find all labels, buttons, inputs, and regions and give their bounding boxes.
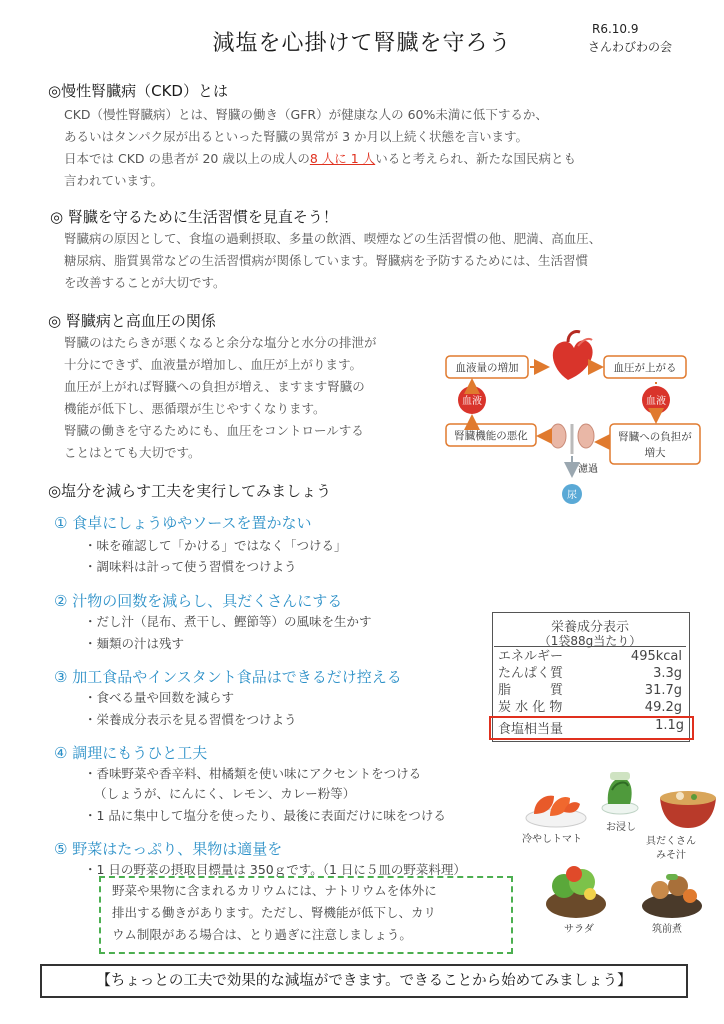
bp-line-1: 腎臓のはたらきが悪くなると余分な塩分と水分の排泄が <box>64 335 377 350</box>
box-bp-up-label: 血圧が上がる <box>613 362 677 374</box>
note-line-3: ウム制限がある場合は、とり過ぎに注意しましょう。 <box>112 927 412 942</box>
ckd-line-1: CKD（慢性腎臓病）とは、腎臓の働き（GFR）が健康な人の 60%未満に低下するか、 <box>64 107 548 122</box>
food-illustrations <box>520 764 720 954</box>
caption-miso-1: 具だくさん <box>646 836 696 847</box>
nutrient-label: エネルギー <box>498 649 564 664</box>
bp-line-4: 機能が低下し、悪循環が生じやすくなります。 <box>64 401 326 416</box>
nutrition-title: 栄養成分表示 <box>550 620 629 635</box>
ckd-line-3 <box>64 148 704 170</box>
tip-2-title: ② 汁物の回数を減らし、具だくさんにする <box>54 592 343 610</box>
ckd-highlight-ratio: 8 人に 1 人 <box>309 151 376 166</box>
tip-5-title: ⑤ 野菜はたっぷり、果物は適量を <box>54 840 283 858</box>
bp-line-5: 腎臓の働きを守るためにも、血圧をコントロールする <box>64 423 364 438</box>
bp-line-3: 血圧が上がれば腎臓への負担が増え、ますます腎臓の <box>64 379 365 394</box>
miso-soup-bowl-icon <box>660 791 716 828</box>
nutrition-row <box>494 648 686 665</box>
ckd-line-3-pre: 日本では CKD の患者が 20 歳以上の成人の <box>64 151 310 166</box>
nutrient-value: 31.7g <box>644 683 682 698</box>
bp-line-2: 十分にできず、血液量が増加し、血圧が上がります。 <box>64 357 363 372</box>
tip-1-bullet-1: ・味を確認して「かける」ではなく「つける」 <box>84 538 347 553</box>
tomato-dish-icon <box>526 796 586 827</box>
caption-miso-2: みそ汁 <box>656 850 686 861</box>
bp-heading: ◎ 腎臓病と高血圧の関係 <box>48 312 216 330</box>
nutrition-divider <box>494 646 686 647</box>
tips-heading: ◎塩分を減らす工夫を実行してみましょう <box>48 482 332 500</box>
nutrition-row <box>494 682 686 699</box>
tip-2-bullet-1: ・だし汁（昆布、煮干し、鰹節等）の風味を生かす <box>84 614 372 629</box>
lifestyle-heading: ◎ 腎臓を守るために生活習慣を見直そう！ <box>50 208 338 226</box>
date-label: R6.10.9 <box>592 22 639 36</box>
page-title: 減塩を心掛けて腎臓を守ろう <box>212 31 512 56</box>
kidney-icon <box>550 424 594 454</box>
nutrient-label: 炭 水 化 物 <box>498 700 563 715</box>
chikuzen-ni-bowl-icon <box>642 874 702 918</box>
tip-3-title: ③ 加工食品やインスタント食品はできるだけ控える <box>54 668 402 686</box>
box-burden-label-1: 腎臓への負担が <box>618 431 692 443</box>
caption-ohitashi: お浸し <box>606 822 636 833</box>
circle-blood-left-label: 血液 <box>462 396 482 407</box>
nutrient-value: 49.2g <box>644 700 682 715</box>
box-blood-volume-label: 血液量の増加 <box>455 362 519 374</box>
box-burden-label-2: 増大 <box>644 447 666 459</box>
lifestyle-line-1: 腎臓病の原因として、食塩の過剰摂取、多量の飲酒、喫煙などの生活習慣の他、肥満、高血圧、 <box>64 231 602 246</box>
nutrient-value: 3.3g <box>653 666 682 681</box>
tip-1-title: ① 食卓にしょうゆやソースを置かない <box>54 514 312 532</box>
bp-body <box>64 332 434 464</box>
bp-line-6: ことはとても大切です。 <box>64 445 201 460</box>
caption-salad: サラダ <box>564 924 594 935</box>
organization-label: さんわびわの会 <box>588 40 673 54</box>
tip-4-bullet-1: ・香味野菜や香辛料、柑橘類を使い味にアクセントをつける <box>84 766 422 781</box>
filtration-label: 濾過 <box>578 464 598 475</box>
tip-3-bullet-1: ・食べる量や回数を減らす <box>84 690 235 705</box>
note-line-2: 排出する働きがあります。ただし、腎機能が低下し、カリ <box>112 905 437 920</box>
salad-bowl-icon <box>546 866 606 918</box>
lifestyle-line-3: を改善することが大切です。 <box>64 275 226 290</box>
salt-value: 1.1g <box>655 718 684 733</box>
ckd-line-3-post: いると考えられ、新たな国民病とも <box>375 151 576 166</box>
tip-4-bullet-2: ・1 品に集中して塩分を使ったり、最後に表面だけに味をつける <box>84 808 446 823</box>
nutrition-row <box>494 699 686 716</box>
nutrient-value: 495kcal <box>630 649 682 664</box>
caption-tomato: 冷やしトマト <box>522 834 582 845</box>
ckd-heading: ◎慢性腎臓病（CKD）とは <box>48 82 228 100</box>
caption-chikuzen: 筑前煮 <box>652 924 682 935</box>
potassium-note <box>112 880 507 946</box>
ckd-line-4: 言われています。 <box>64 173 164 188</box>
box-kidney-function-label: 腎臓機能の悪化 <box>454 430 528 442</box>
tip-2-bullet-2: ・麺類の汁は残す <box>84 636 185 651</box>
tip-4-title: ④ 調理にもうひと工夫 <box>54 744 208 762</box>
nutrition-table <box>494 648 686 716</box>
lifestyle-line-2: 糖尿病、脂質異常などの生活習慣病が関係しています。腎臓病を予防するためには、生活習慣 <box>64 253 589 268</box>
note-line-1: 野菜や果物に含まれるカリウムには、ナトリウムを体外に <box>112 883 437 898</box>
tip-1-bullet-2: ・調味料は計って使う習慣をつけよう <box>84 559 297 574</box>
lifestyle-body <box>64 228 709 294</box>
ckd-body <box>64 104 704 192</box>
footer-message: 【ちょっとの工夫で効果的な減塩ができます。できることから始めてみましょう】 <box>40 964 688 998</box>
nutrition-row <box>494 665 686 682</box>
nutrition-subtitle: （1袋88g当たり） <box>538 634 642 648</box>
nutrient-label: 脂 質 <box>498 683 564 698</box>
salt-label: 食塩相当量 <box>498 722 564 737</box>
tip-5-bullet-1: ・1 日の野菜の摂取目標量は 350ｇです。（1 日に５皿の野菜料理） <box>84 862 466 877</box>
bp-cycle-diagram <box>440 324 710 514</box>
ckd-line-2: あるいはタンパク尿が出るといった腎臓の異常が 3 か月以上続く状態を言います。 <box>64 129 529 144</box>
tip-4-bullet-1-sub: （しょうが、にんにく、レモン、カレー粉等） <box>94 786 356 801</box>
heart-icon <box>553 331 593 380</box>
ohitashi-dish-icon <box>602 772 638 814</box>
nutrient-label: たんぱく質 <box>498 666 564 681</box>
tip-3-bullet-2: ・栄養成分表示を見る習慣をつけよう <box>84 712 297 727</box>
circle-blood-right-label: 血液 <box>646 396 666 407</box>
urine-label: 尿 <box>567 490 577 501</box>
